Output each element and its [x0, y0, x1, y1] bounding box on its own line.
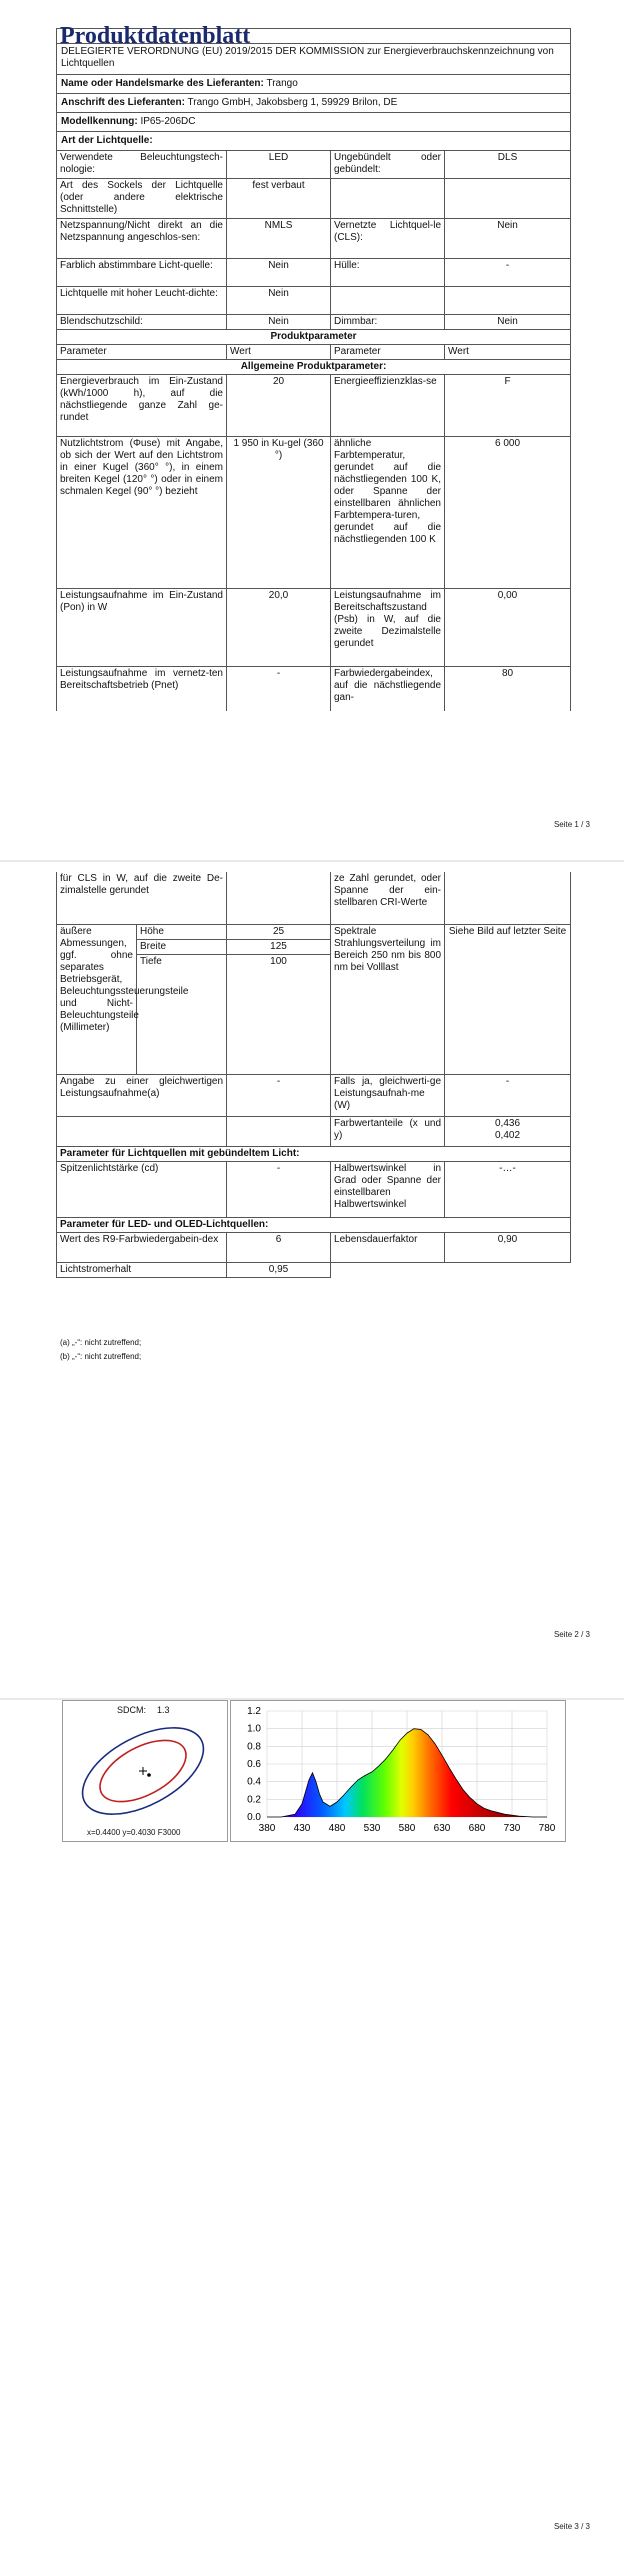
param-label-right: Falls ja, gleichwerti-ge Leistungsaufnah-me (W) [331, 1074, 445, 1116]
section-params-heading: Produktparameter [57, 330, 571, 345]
type-label-left: Netzspannung/Nicht direkt an die Netzspannung angeschlos-sen: [57, 219, 227, 259]
type-row [57, 287, 571, 315]
regulation-text: DELEGIERTE VERORDNUNG (EU) 2019/2015 DER KOMMISSION zur Energieverbrauchskennzeichnung von Lichtquellen [57, 44, 571, 75]
footnote: (b) „-“: nicht zutreffend; [60, 1352, 142, 1361]
param-label-left: Angabe zu einer gleichwertigen Leistungsaufnahme(a) [57, 1074, 227, 1116]
spectrum-area [267, 1729, 547, 1817]
sdcm-diagram [62, 1700, 228, 1842]
supplier-value: Trango [266, 78, 298, 89]
dimensions-label: äußere Abmessungen, ggf. ohne separates Betriebsgerät, Beleuchtungssteuerungsteile und Nicht-Beleuchtungsteile (Millimeter) [57, 924, 137, 1074]
dimension-value: 100 [227, 954, 331, 1074]
type-value-left: Nein [227, 287, 331, 315]
type-value-right: Nein [445, 219, 571, 259]
type-value-left: LED [227, 151, 331, 179]
param-value-left: - [227, 1074, 331, 1116]
page-number: Seite 2 / 3 [553, 1630, 590, 1639]
page-title: Produktdatenblatt [57, 29, 571, 44]
spectrum-svg [231, 1701, 565, 1841]
x-tick-label: 380 [258, 1823, 276, 1834]
column-header-value: Wert [227, 345, 331, 360]
type-label-right [331, 287, 445, 315]
dimension-value: 125 [227, 939, 331, 954]
y-tick-label: 1.2 [247, 1706, 261, 1717]
column-header-parameter: Parameter [57, 345, 227, 360]
param-value-right [445, 872, 571, 924]
type-row [57, 151, 571, 179]
param-value-left: 6 [227, 1232, 331, 1262]
dimension-name: Breite [137, 939, 227, 954]
type-value-right: Nein [445, 315, 571, 330]
type-label-right: Vernetzte Lichtquel-le (CLS): [331, 219, 445, 259]
param-label-right: ze Zahl gerundet, oder Spanne der ein-stellbaren CRI-Werte [331, 872, 445, 924]
param-row [57, 667, 571, 711]
dimensions-row [57, 924, 571, 939]
param-value-right: Siehe Bild auf letzter Seite [445, 924, 571, 1074]
section-type-heading: Art der Lichtquelle: [57, 132, 571, 151]
y-tick-label: 1.0 [247, 1723, 261, 1735]
x-tick-label: 430 [293, 1823, 311, 1834]
model-value: IP65-206DC [140, 116, 196, 127]
param-value-left: 20,0 [227, 589, 331, 667]
param-label-right: Leistungsaufnahme im Bereitschaftszustand (Psb) in W, auf die zweite Dezimalstelle gerundet [331, 589, 445, 667]
type-row [57, 179, 571, 219]
footnote: (a) „-“: nicht zutreffend; [60, 1338, 142, 1347]
param-label-left: Spitzenlichtstärke (cd) [57, 1161, 227, 1217]
dimension-name: Höhe [137, 924, 227, 939]
param-value-left [227, 1116, 331, 1146]
param-label-left: Energieverbrauch im Ein-Zustand (kWh/1000 h), auf die nächstliegende ganze Zahl ge-rundet [57, 375, 227, 437]
supplier-row [57, 75, 571, 94]
param-row [57, 1116, 571, 1146]
param-value-right [445, 1262, 571, 1277]
sdcm-label: SDCM: [117, 1705, 146, 1715]
chromaticity-value: 0,436 0,402 [445, 1116, 571, 1146]
column-header-value: Wert [445, 345, 571, 360]
y-tick-label: 0.2 [247, 1794, 261, 1806]
column-header-row [57, 345, 571, 360]
param-label-right: Farbwertanteile (x und y) [331, 1116, 445, 1146]
type-row [57, 259, 571, 287]
page-number: Seite 1 / 3 [553, 820, 590, 829]
y-tick-label: 0.4 [247, 1776, 261, 1788]
page-number: Seite 3 / 3 [553, 2522, 590, 2531]
param-value-left: - [227, 1161, 331, 1217]
type-label-left: Blendschutzschild: [57, 315, 227, 330]
param-value-right: 0,00 [445, 589, 571, 667]
param-row [57, 589, 571, 667]
param-row [57, 437, 571, 589]
x-tick-label: 730 [503, 1823, 521, 1834]
param-row [57, 1074, 571, 1116]
model-row [57, 113, 571, 132]
type-label-right: Dimmbar: [331, 315, 445, 330]
x-tick-label: 480 [328, 1823, 346, 1834]
supplier-label: Name oder Handelsmarke des Lieferanten: [61, 78, 264, 89]
type-value-left: NMLS [227, 219, 331, 259]
type-value-right: - [445, 259, 571, 287]
address-value: Trango GmbH, Jakobsberg 1, 59929 Brilon, DE [187, 97, 398, 108]
param-value-right: 80 [445, 667, 571, 711]
dimension-name: Tiefe [137, 954, 227, 1074]
type-value-right: DLS [445, 151, 571, 179]
column-header-parameter: Parameter [331, 345, 445, 360]
param-label-left: Lichtstromerhalt [57, 1262, 227, 1277]
x-tick-label: 680 [468, 1823, 486, 1834]
param-value-left: 20 [227, 375, 331, 437]
type-value-left: Nein [227, 259, 331, 287]
y-tick-label: 0.0 [247, 1812, 261, 1823]
y-tick-label: 0.6 [247, 1759, 261, 1770]
type-value-left: Nein [227, 315, 331, 330]
type-value-right [445, 287, 571, 315]
param-row [57, 872, 571, 924]
page-3 [0, 1700, 624, 2560]
param-value-left: 0,95 [227, 1262, 331, 1277]
sdcm-ellipse-plot [63, 1701, 227, 1841]
type-value-right [445, 179, 571, 219]
type-label-right: Ungebündelt oder gebündelt: [331, 151, 445, 179]
param-label-right: Lebensdauerfaktor [331, 1232, 445, 1262]
sdcm-coordinates: x=0.4400 y=0.4030 F3000 [87, 1828, 181, 1837]
param-label-right: Halbwertswinkel in Grad oder Spanne der einstellbaren Halbwertswinkel [331, 1161, 445, 1217]
model-label: Modellkennung: [61, 116, 138, 127]
param-row [57, 1262, 571, 1277]
type-label-right [331, 179, 445, 219]
x-tick-label: 580 [398, 1823, 416, 1834]
section-directional-heading: Parameter für Lichtquellen mit gebündeltem Licht: [57, 1146, 571, 1161]
param-label-right: ähnliche Farbtemperatur, gerundet auf die nächstliegenden 100 K, oder Spanne der einstellbaren ähnlichen Farbtempera-turen, gerundet auf die nächstliegenden 100 K [331, 437, 445, 589]
address-label: Anschrift des Lieferanten: [61, 97, 185, 108]
param-value-right: - [445, 1074, 571, 1116]
type-label-left: Verwendete Beleuchtungstech-nologie: [57, 151, 227, 179]
param-value-right: F [445, 375, 571, 437]
dimension-value: 25 [227, 924, 331, 939]
type-label-left: Lichtquelle mit hoher Leucht-dichte: [57, 287, 227, 315]
param-label-left: Wert des R9-Farbwiedergabein-dex [57, 1232, 227, 1262]
datasheet-table-page-2 [56, 872, 571, 1278]
page-2 [0, 862, 624, 1698]
type-value-left: fest verbaut [227, 179, 331, 219]
param-row [57, 1161, 571, 1217]
x-tick-label: 780 [538, 1823, 556, 1834]
type-label-right: Hülle: [331, 259, 445, 287]
type-row [57, 219, 571, 259]
param-label-left: für CLS in W, auf die zweite De-zimalstelle gerundet [57, 872, 227, 924]
param-value-right: 6 000 [445, 437, 571, 589]
page-1 [0, 0, 624, 860]
param-label-left [57, 1116, 227, 1146]
section-general-heading: Allgemeine Produktparameter: [57, 360, 571, 375]
param-label-right: Farbwiedergabeindex, auf die nächstliegende gan- [331, 667, 445, 711]
x-tick-label: 530 [363, 1823, 381, 1834]
section-led-heading: Parameter für LED- und OLED-Lichtquellen: [57, 1217, 571, 1232]
type-row [57, 315, 571, 330]
param-value-left: - [227, 667, 331, 711]
param-label-right [331, 1262, 445, 1277]
param-label-right: Spektrale Strahlungsverteilung im Bereich 250 nm bis 800 nm bei Volllast [331, 924, 445, 1074]
param-label-right: Energieeffizienzklas-se [331, 375, 445, 437]
spectrum-chart [230, 1700, 566, 1842]
type-label-left: Farblich abstimmbare Licht-quelle: [57, 259, 227, 287]
datasheet-table-page-1 [56, 23, 571, 711]
param-label-left: Nutzlichtstrom (Φuse) mit Angabe, ob sich der Wert auf den Lichtstrom in einer Kugel (360° °), in einem breiten Kegel (120° °) oder in einem schmalen Kegel (90° °) bezieht [57, 437, 227, 589]
param-value-left: 1 950 in Ku-gel (360 °) [227, 437, 331, 589]
param-value-right: 0,90 [445, 1232, 571, 1262]
sdcm-value: 1.3 [157, 1705, 170, 1715]
param-row [57, 1232, 571, 1262]
param-label-left: Leistungsaufnahme im vernetz-ten Bereitschaftsbetrieb (Pnet) [57, 667, 227, 711]
param-value-right: -…- [445, 1161, 571, 1217]
type-label-left: Art des Sockels der Lichtquelle (oder andere elektrische Schnittstelle) [57, 179, 227, 219]
param-value-left [227, 872, 331, 924]
param-label-left: Leistungsaufnahme im Ein-Zustand (Pon) in W [57, 589, 227, 667]
sdcm-center-marker [139, 1767, 151, 1777]
x-tick-label: 630 [433, 1823, 451, 1834]
param-row [57, 375, 571, 437]
y-tick-label: 0.8 [247, 1741, 261, 1753]
address-row [57, 94, 571, 113]
